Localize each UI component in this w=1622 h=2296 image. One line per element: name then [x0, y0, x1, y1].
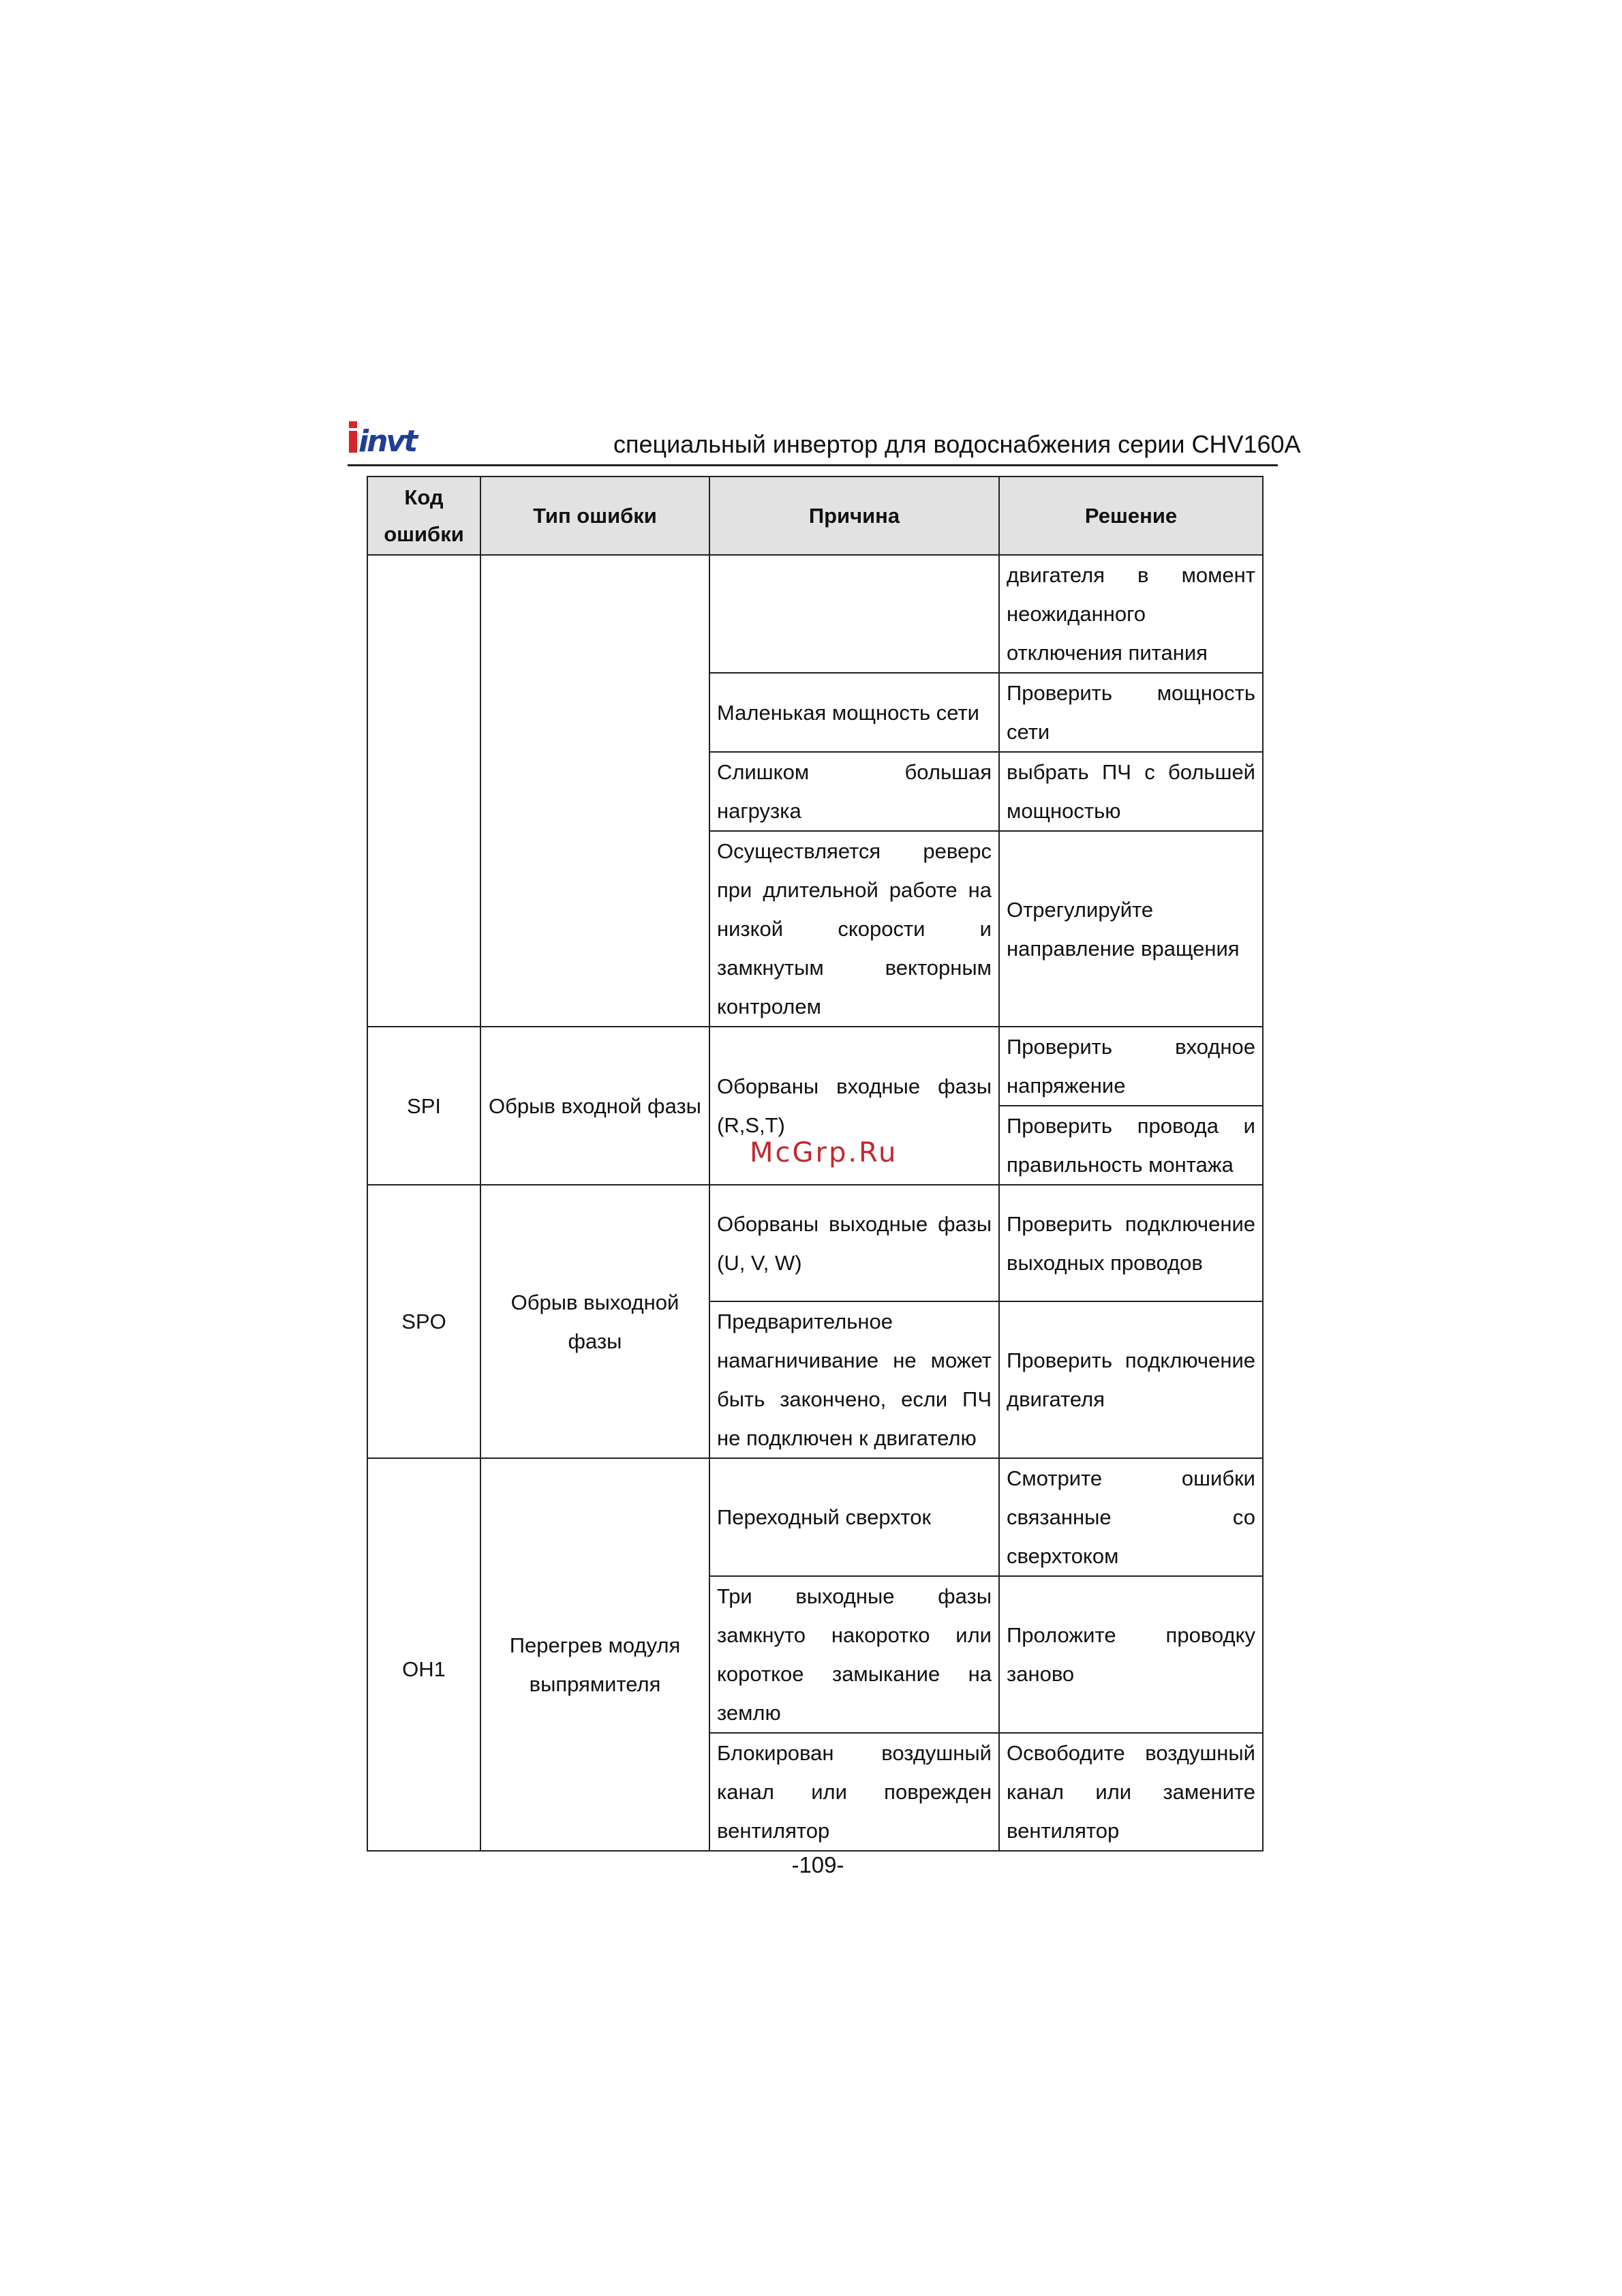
- header-fault-code: Код ошибки: [367, 477, 480, 555]
- fault-code-cell: OH1: [367, 1458, 480, 1851]
- table-row: [367, 1458, 1263, 1576]
- solution-cell: Смотрите ошибки связанные со сверхтоком: [999, 1458, 1263, 1576]
- cause-cell: Осуществляется реверс при длительной работе на низкой скорости и замкнутым векторным контролем: [709, 831, 999, 1027]
- cause-cell: Переходный сверхток: [709, 1458, 999, 1576]
- solution-cell: Проверить подключение выходных проводов: [999, 1185, 1263, 1301]
- table-row: [367, 1027, 1263, 1106]
- fault-type-cell: Обрыв входной фазы: [480, 1027, 709, 1185]
- cause-cell: Оборваны входные фазы (R,S,T): [709, 1027, 999, 1185]
- cause-cell: Слишком большая нагрузка: [709, 752, 999, 831]
- fault-type-cell: [480, 555, 709, 1027]
- table-row: [367, 555, 1263, 673]
- page-number: -109-: [791, 1852, 844, 1877]
- fault-type-cell: Обрыв выходной фазы: [480, 1185, 709, 1458]
- cause-cell: [709, 555, 999, 673]
- document-header-title: специальный инвертор для водоснабжения серии CHV160A: [613, 430, 1301, 458]
- cause-cell: Предварительное намагничивание не может быть закончено, если ПЧ не подключен к двигателю: [709, 1301, 999, 1458]
- solution-cell: Проверить провода и правильность монтажа: [999, 1106, 1263, 1185]
- cause-cell: Маленькая мощность сети: [709, 673, 999, 752]
- fault-code-cell: SPO: [367, 1185, 480, 1458]
- logo-lettering: invt: [358, 424, 416, 455]
- cause-cell: Оборваны выходные фазы (U, V, W): [709, 1185, 999, 1301]
- table-row: [367, 1185, 1263, 1301]
- solution-cell: Проверить мощность сети: [999, 673, 1263, 752]
- fault-type-cell: Перегрев модуля выпрямителя: [480, 1458, 709, 1851]
- fault-code-cell: [367, 555, 480, 1027]
- header-fault-type: Тип ошибки: [480, 477, 709, 555]
- solution-cell: Проверить входное напряжение: [999, 1027, 1263, 1106]
- fault-code-cell: SPI: [367, 1027, 480, 1185]
- table-header-row: [367, 477, 1263, 555]
- solution-cell: Отрегулируйте направление вращения: [999, 831, 1263, 1027]
- solution-cell: Проложите проводку заново: [999, 1576, 1263, 1733]
- header-divider: [348, 464, 1278, 466]
- watermark: McGrp.Ru: [750, 1137, 898, 1168]
- solution-cell: выбрать ПЧ с большей мощностью: [999, 752, 1263, 831]
- header-solution: Решение: [999, 477, 1263, 555]
- cause-cell: Блокирован воздушный канал или поврежден вентилятор: [709, 1733, 999, 1851]
- invt-logo: [348, 417, 427, 455]
- solution-cell: двигателя в момент неожиданного отключения питания: [999, 555, 1263, 673]
- solution-cell: Освободите воздушный канал или замените вентилятор: [999, 1733, 1263, 1851]
- header-cause: Причина: [709, 477, 999, 555]
- cause-cell: Три выходные фазы замкнуто накоротко или короткое замыкание на землю: [709, 1576, 999, 1733]
- solution-cell: Проверить подключение двигателя: [999, 1301, 1263, 1458]
